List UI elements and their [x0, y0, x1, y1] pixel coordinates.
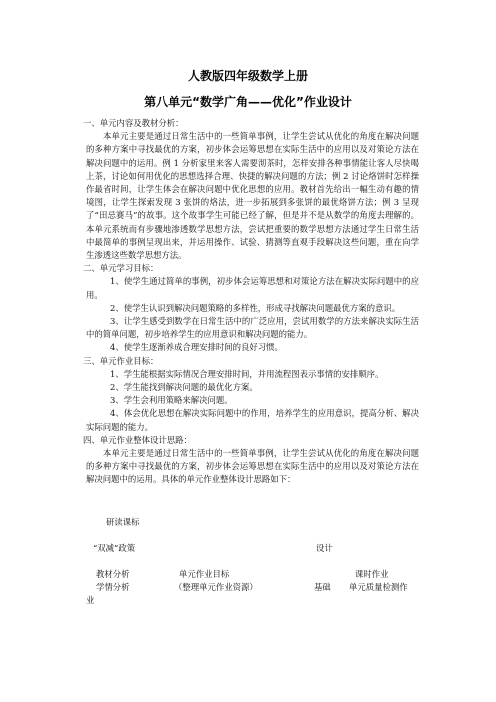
- flow-unit-test-wrap: 业: [86, 595, 95, 605]
- paragraph: 1、使学生通过简单的事例，初步体会运筹思想和对策论方法在解决实际问题中的应用。: [86, 276, 419, 300]
- paragraph: 4、使学生逐渐养成合理安排时间的良好习惯。: [110, 342, 283, 353]
- paragraph: 3、让学生感受到数学在日常生活中的广泛应用，尝试用数学的方法来解决实际生活中的简单问题，初步培养学生的应用意识和解决问题的能力。: [86, 316, 419, 340]
- document-body: [83, 117, 419, 487]
- flow-foundation: 基础: [314, 582, 331, 592]
- section-heading: 二、单元学习目标：: [83, 263, 159, 274]
- flow-resources: （整理单元作业资源）: [174, 582, 258, 592]
- flow-policy: “双减”政策: [93, 543, 136, 553]
- flow-unit-test: 单元质量检测作: [349, 582, 408, 592]
- paragraph: 2、学生能找到解决问题的最优化方案。: [110, 382, 258, 393]
- flow-textbook-analysis: 教材分析: [96, 569, 130, 579]
- section-heading: 三、单元作业目标：: [83, 355, 159, 366]
- flow-student-analysis: 学情分析: [96, 582, 130, 592]
- flow-design: 设计: [316, 543, 333, 553]
- paragraph: 本单元主要是通过日常生活中的一些简单事例，让学生尝试从优化的角度在解决问题的多种方案中寻找最优的方案，初步体会运筹思想在实际生活中的应用以及对策论方法在解决问题中的运用。具体的单元作业整体设计思路如下：: [86, 448, 419, 485]
- flow-study-standards: 研读课标: [106, 517, 140, 527]
- paragraph: 本单元主要是通过日常生活中的一些简单事例，让学生尝试从优化的角度在解决问题的多种方案中寻找最优的方案，初步体会运筹思想在实际生活中的应用以及对策论方法在解决问题中的运用。例 1 分析家里来客人需要沏茶时，怎样安排各种事情能让客人尽快喝上茶，讨论如何用优化的思想选择合理、快捷的解决问题的方法；例 2 讨论烙饼时怎样操作最省时间，让学生体会在解决问题中优化思想的应用。教材首先给出一幅生动有趣的情境图，让学生探索发现 3 张饼的烙法，进一步拓展到多张饼的最优烙饼方法；例 3 呈现了“田忌赛马”的故事。这个故事学生可能已经了解，但是并不是从数学的角度去理解的。本单元系统而有步骤地渗透数学思想方法，尝试把重要的数学思想方法通过学生日常生活中最简单的事例呈现出来，并运用操作、试验、猜测等直观手段解决这些问题，重在向学生渗透这些数学思想方法。: [86, 131, 419, 261]
- flow-lesson-homework: 课时作业: [355, 569, 389, 579]
- paragraph: 3、学生会利用策略来解决问题。: [110, 395, 233, 406]
- section-heading: 四、单元作业整体设计思路：: [83, 434, 192, 445]
- document-title: 人教版四年级数学上册: [187, 69, 308, 83]
- flow-unit-goals: 单元作业目标: [179, 569, 230, 579]
- paragraph: 1、学生能根据实际情况合理安排时间，并用流程图表示事情的安排顺序。: [110, 368, 384, 379]
- section-heading: 一、单元内容及教材分析：: [83, 118, 184, 128]
- document-subtitle: 第八单元“数学广角——优化”作业设计: [144, 95, 352, 109]
- paragraph: 2、使学生认识到解决问题策略的多样性，形成寻找解决问题最优方案的意识。: [110, 302, 401, 313]
- paragraph: 4、体会优化思想在解决实际问题中的作用，培养学生的应用意识，提高分析、解决实际问题的能力。: [86, 408, 419, 432]
